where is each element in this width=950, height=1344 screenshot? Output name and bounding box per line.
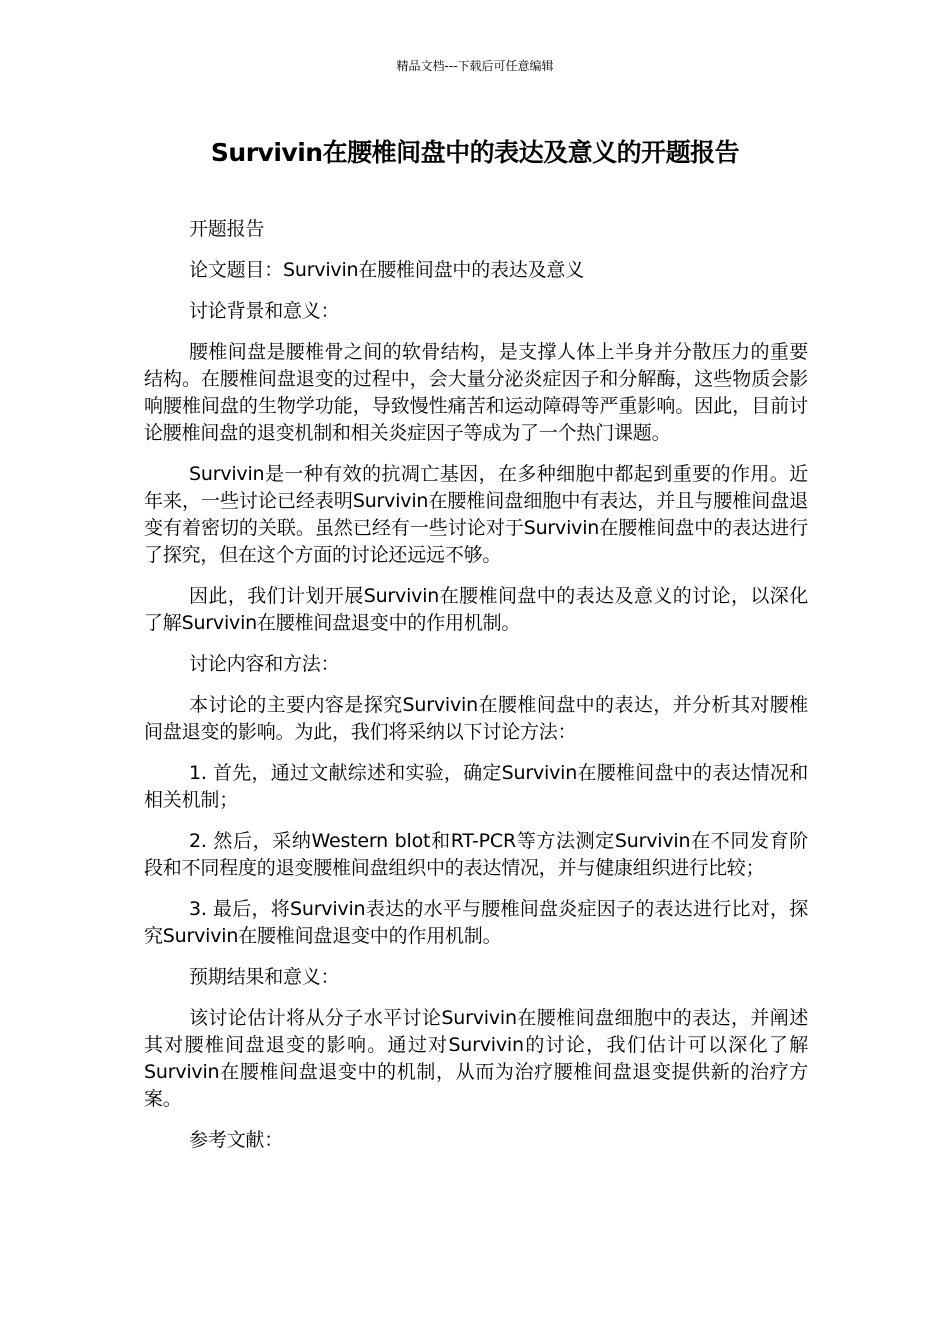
document-title: Survivin在腰椎间盘中的表达及意义的开题报告 [210, 138, 740, 167]
paragraph-expected: 该讨论估计将从分子水平讨论Survivin在腰椎间盘细胞中的表达，并阐述其对腰椎间盘退变的影响。通过对Survivin的讨论，我们估计可以深化了解Survivin在腰椎间盘退变中的机制，从而为治疗腰椎间盘退变提供新的治疗方案。 [144, 1007, 808, 1110]
method-step-3: 3. 最后，将Survivin表达的水平与腰椎间盘炎症因子的表达进行比对，探究Survivin在腰椎间盘退变中的作用机制。 [144, 898, 808, 947]
method-step-2: 2. 然后，采纳Western blot和RT-PCR等方法测定Survivin在不同发育阶段和不同程度的退变腰椎间盘组织中的表达情况，并与健康组织进行比较； [144, 830, 808, 879]
thesis-title-line: 论文题目：Survivin在腰椎间盘中的表达及意义 [189, 259, 585, 281]
section-heading-report: 开题报告 [189, 218, 265, 240]
method-step-1: 1. 首先，通过文献综述和实验，确定Survivin在腰椎间盘中的表达情况和相关机制； [144, 762, 808, 811]
paragraph-methods-intro: 本讨论的主要内容是探究Survivin在腰椎间盘中的表达，并分析其对腰椎间盘退变的影响。为此，我们将采纳以下讨论方法： [144, 694, 808, 743]
paragraph-background-1: 腰椎间盘是腰椎骨之间的软骨结构，是支撑人体上半身并分散压力的重要结构。在腰椎间盘退变的过程中，会大量分泌炎症因子和分解酶，这些物质会影响腰椎间盘的生物学功能，导致慢性痛苦和运动障碍等严重影响。因此，目前讨论腰椎间盘的退变机制和相关炎症因子等成为了一个热门课题。 [144, 341, 808, 444]
document-body [144, 216, 808, 1168]
paragraph-background-2: Survivin是一种有效的抗凋亡基因，在多种细胞中都起到重要的作用。近年来，一些讨论已经表明Survivin在腰椎间盘细胞中有表达，并且与腰椎间盘退变有着密切的关联。虽然已经有一些讨论对于Survivin在腰椎间盘中的表达进行了探究，但在这个方面的讨论还远远不够。 [144, 463, 808, 566]
section-heading-methods: 讨论内容和方法： [189, 653, 340, 675]
section-heading-expected: 预期结果和意义： [189, 966, 340, 988]
page-header: 精品文档---下载后可任意编辑 [396, 59, 554, 73]
paragraph-background-3: 因此，我们计划开展Survivin在腰椎间盘中的表达及意义的讨论，以深化了解Survivin在腰椎间盘退变中的作用机制。 [144, 585, 808, 634]
section-heading-background: 讨论背景和意义： [189, 300, 340, 322]
section-heading-references: 参考文献： [189, 1129, 284, 1151]
